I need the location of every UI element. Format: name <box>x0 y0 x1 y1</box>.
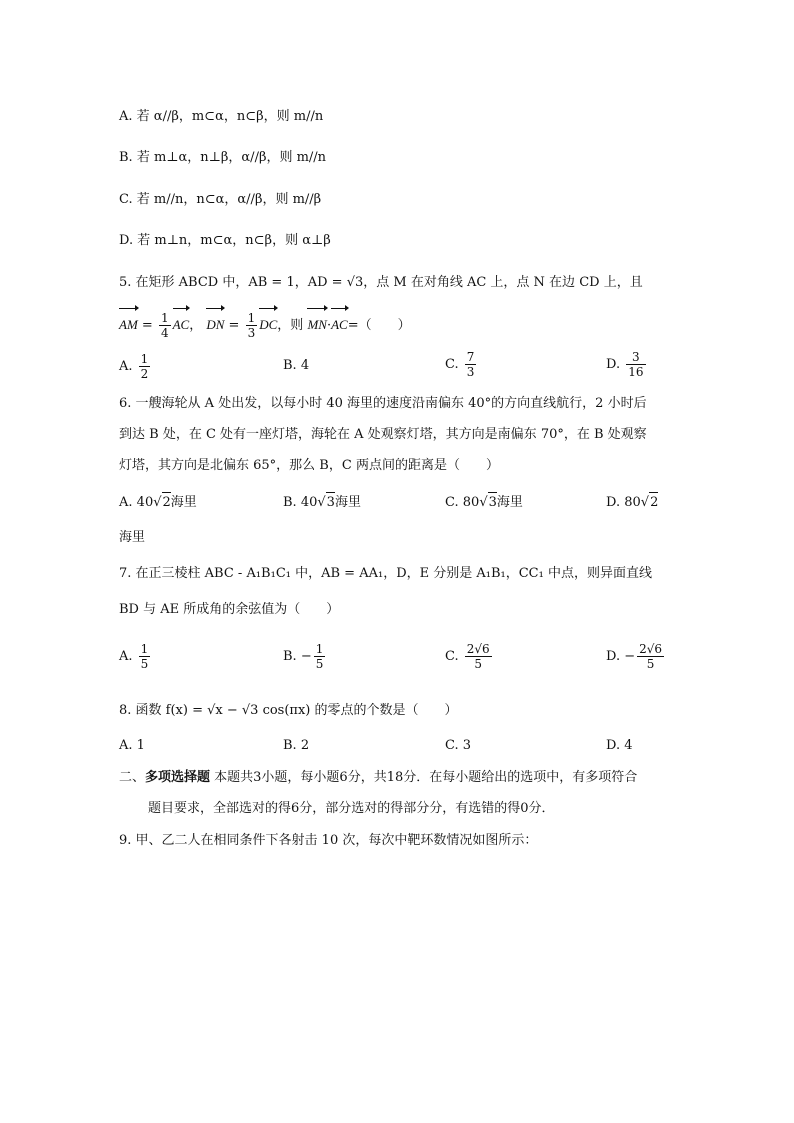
q8-option-b: B. 2 <box>283 738 310 753</box>
q8-option-a: A. 1 <box>119 738 145 753</box>
q7-option-a: A. $\frac{1}{5}$ <box>119 642 149 671</box>
section-2-instructions: 题目要求，全部选对的得6分，部分选对的得部分分，有选错的得0分． <box>148 801 555 816</box>
q5-option-b: B. 4 <box>283 358 310 373</box>
q6-stem-line2: 到达 B 处，在 C 处有一座灯塔，海轮在 A 处观察灯塔，其方向是南偏东 70°，在 B 处观察 <box>119 427 647 442</box>
q6-option-c: C. 80√3海里 <box>445 492 523 513</box>
q4-option-c: C. 若 m//n，n⊂α，α//β，则 m//β <box>119 192 322 207</box>
q4-option-d: D. 若 m⊥n，m⊂α，n⊂β，则 α⊥β <box>119 233 331 248</box>
q7-option-c: C. $\frac{2√6}{5}$ <box>445 642 490 671</box>
q5-option-c: C. $\frac{7}{3}$ <box>445 350 475 379</box>
q6-option-b: B. 40√3海里 <box>283 492 361 513</box>
section-2-title: 多项选择题 <box>145 770 211 785</box>
q4-option-a: A. 若 α//β，m⊂α，n⊂β，则 m//n <box>119 109 324 124</box>
q8-option-c: C. 3 <box>445 738 472 753</box>
q5-stem-line1: 5. 在矩形 ABCD 中，AB = 1，AD = √3，点 M 在对角线 AC 上，点 N 在边 CD 上，且 <box>119 275 643 290</box>
q7-stem-line1: 7. 在正三棱柱 ABC - A₁B₁C₁ 中，AB = AA₁，D，E 分别是 A₁B₁，CC₁ 中点，则异面直线 <box>119 566 652 581</box>
q8-stem: 8. 函数 f(x) = √x − √3 cos(πx) 的零点的个数是（ ） <box>119 703 458 718</box>
q5-option-d: D. $\frac{3}{16}$ <box>606 350 644 379</box>
q8-option-d: D. 4 <box>606 738 633 753</box>
q6-stem-line1: 6. 一艘海轮从 A 处出发，以每小时 40 海里的速度沿南偏东 40°的方向直线航行，2 小时后 <box>119 396 647 411</box>
q5-stem-line2: AM = $\frac{1}{4}$ AC， DN = $\frac{1}{3}$ DC，则 MN·AC=（ ） <box>119 311 411 340</box>
q6-option-d-unit: 海里 <box>119 530 146 545</box>
q9-stem: 9. 甲、乙二人在相同条件下各射击 10 次，每次中靶环数情况如图所示： <box>119 833 538 848</box>
q7-stem-line2: BD 与 AE 所成角的余弦值为（ ） <box>119 602 340 617</box>
q6-stem-line3: 灯塔，其方向是北偏东 65°，那么 B，C 两点间的距离是（ ） <box>119 458 499 473</box>
q5-option-a: A. $\frac{1}{2}$ <box>119 352 149 381</box>
q6-option-a: A. 40√2海里 <box>119 492 197 513</box>
q4-option-b: B. 若 m⊥α，n⊥β，α//β，则 m//n <box>119 150 327 165</box>
q7-option-d: D. − $\frac{2√6}{5}$ <box>606 642 663 671</box>
q6-option-d: D. 80√2 <box>606 492 658 513</box>
section-2-header: 二、多项选择题 本题共3小题，每小题6分，共18分．在每小题给出的选项中，有多项符合 <box>119 770 638 785</box>
q7-option-b: B. − $\frac{1}{5}$ <box>283 642 324 671</box>
